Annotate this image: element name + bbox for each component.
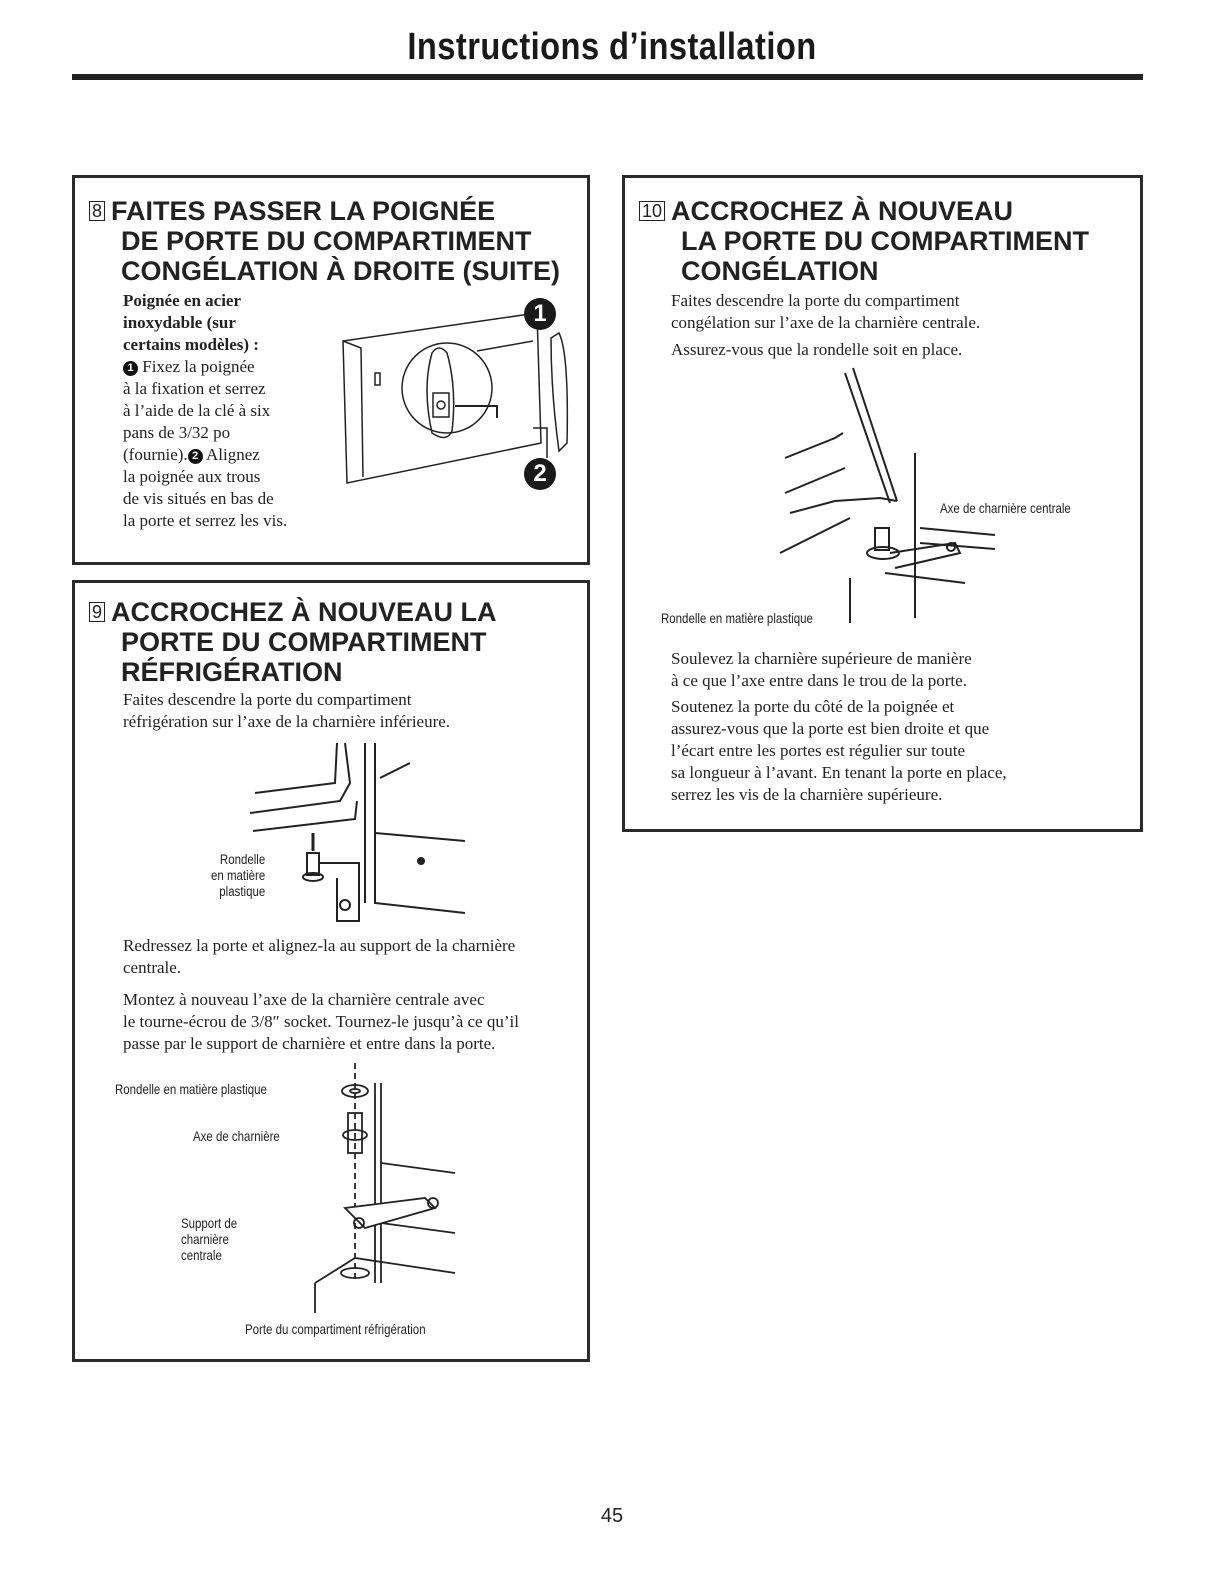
callout-2-icon: 2: [188, 449, 203, 464]
body-line: l’écart entre les portes est régulier sur toute: [671, 741, 966, 760]
body-line: à ce que l’axe entre dans le trou de la porte.: [671, 671, 967, 690]
step-8-box: [72, 175, 590, 565]
body-line: Alignez: [205, 445, 260, 464]
bold-line: inoxydable (sur: [123, 313, 236, 332]
step-number-badge: 9: [89, 602, 105, 622]
step-10-box: [622, 175, 1143, 832]
body-line: à l’aide de la clé à six: [123, 401, 271, 420]
step-10-intro: [671, 290, 980, 361]
body-line: la poignée aux trous: [123, 467, 261, 486]
step-number-badge: 10: [639, 201, 665, 221]
callout-2-marker: 2: [524, 458, 556, 490]
body-line: Faites descendre la porte du compartiment: [123, 690, 412, 709]
step-9-heading: [89, 597, 497, 687]
label-line: charnière: [181, 1231, 229, 1247]
callout-1-icon: 1: [123, 361, 138, 376]
heading-line: RÉFRIGÉRATION: [121, 657, 343, 687]
body-line: Redressez la porte et alignez-la au support de la charnière: [123, 936, 516, 955]
heading-line: CONGÉLATION À DROITE (SUITE): [121, 256, 560, 286]
callout-1-marker: 1: [524, 298, 556, 330]
bracket-label: [181, 1215, 237, 1263]
heading-line: DE PORTE DU COMPARTIMENT: [121, 226, 532, 256]
step-9-intro: [123, 689, 450, 733]
step-9-para2: [123, 935, 515, 979]
bold-line: Poignée en acier: [123, 291, 242, 310]
body-line: Montez à nouveau l’axe de la charnière centrale avec: [123, 990, 485, 1009]
body-line: Soutenez la porte du côté de la poignée et: [671, 697, 955, 716]
body-line: congélation sur l’axe de la charnière centrale.: [671, 313, 981, 332]
body-line: réfrigération sur l’axe de la charnière inférieure.: [123, 712, 451, 731]
heading-line: LA PORTE DU COMPARTIMENT: [681, 226, 1089, 256]
heading-line: FAITES PASSER LA POIGNÉE: [111, 196, 496, 226]
body-line: Assurez-vous que la rondelle soit en place.: [671, 340, 963, 359]
body-line: le tourne-écrou de 3/8″ socket. Tournez-le jusqu’à ce qu’il: [123, 1012, 519, 1031]
step-9-box: [72, 580, 590, 1362]
label-line: Rondelle: [219, 851, 266, 867]
body-line: passe par le support de charnière et entre dans la porte.: [123, 1034, 496, 1053]
hinge-pin-label: Axe de charnière: [193, 1128, 280, 1144]
step-8-text: [123, 290, 363, 532]
step-10-heading: [639, 196, 1089, 286]
bold-line: certains modèles) :: [123, 335, 259, 354]
body-line: de vis situés en bas de: [123, 489, 274, 508]
center-hinge-exploded-illustration: [275, 1063, 475, 1313]
step-9-para3: [123, 989, 519, 1055]
body-line: assurez-vous que la porte est bien droite et que: [671, 719, 990, 738]
title-rule: [72, 74, 1143, 80]
body-line: centrale.: [123, 958, 182, 977]
heading-line: ACCROCHEZ À NOUVEAU LA: [111, 597, 497, 627]
body-line: pans de 3/32 po: [123, 423, 231, 442]
center-hinge-pin-label: Axe de charnière centrale: [940, 500, 1071, 516]
center-hinge-illustration: [765, 363, 1005, 633]
door-label: Porte du compartiment réfrigération: [245, 1321, 426, 1337]
washer-label-2: Rondelle en matière plastique: [115, 1081, 267, 1097]
body-line: Faites descendre la porte du compartiment: [671, 291, 960, 310]
page-number: 45: [600, 1505, 624, 1527]
body-line: Soulevez la charnière supérieure de manière: [671, 649, 972, 668]
body-line: sa longueur à l’avant. En tenant la porte en place,: [671, 763, 1007, 782]
step-8-heading: [89, 196, 560, 286]
step-10-para3: [671, 696, 1007, 806]
plastic-washer-label: Rondelle en matière plastique: [661, 610, 813, 626]
washer-label: [211, 851, 265, 899]
label-line: en matière: [211, 867, 266, 883]
body-line: serrez les vis de la charnière supérieure.: [671, 785, 943, 804]
body-line: (fournie).: [123, 445, 188, 464]
heading-line: PORTE DU COMPARTIMENT: [121, 627, 487, 657]
label-line: plastique: [219, 883, 266, 899]
label-line: Support de: [181, 1215, 238, 1231]
heading-line: CONGÉLATION: [681, 256, 879, 286]
label-line: centrale: [181, 1247, 222, 1263]
heading-line: ACCROCHEZ À NOUVEAU: [671, 196, 1014, 226]
body-line: la porte et serrez les vis.: [123, 511, 288, 530]
step-number-badge: 8: [89, 201, 105, 221]
body-line: à la fixation et serrez: [123, 379, 266, 398]
step-10-para2: [671, 648, 972, 692]
page-title: Instructions d’installation: [407, 26, 817, 68]
body-line: Fixez la poignée: [142, 357, 255, 376]
